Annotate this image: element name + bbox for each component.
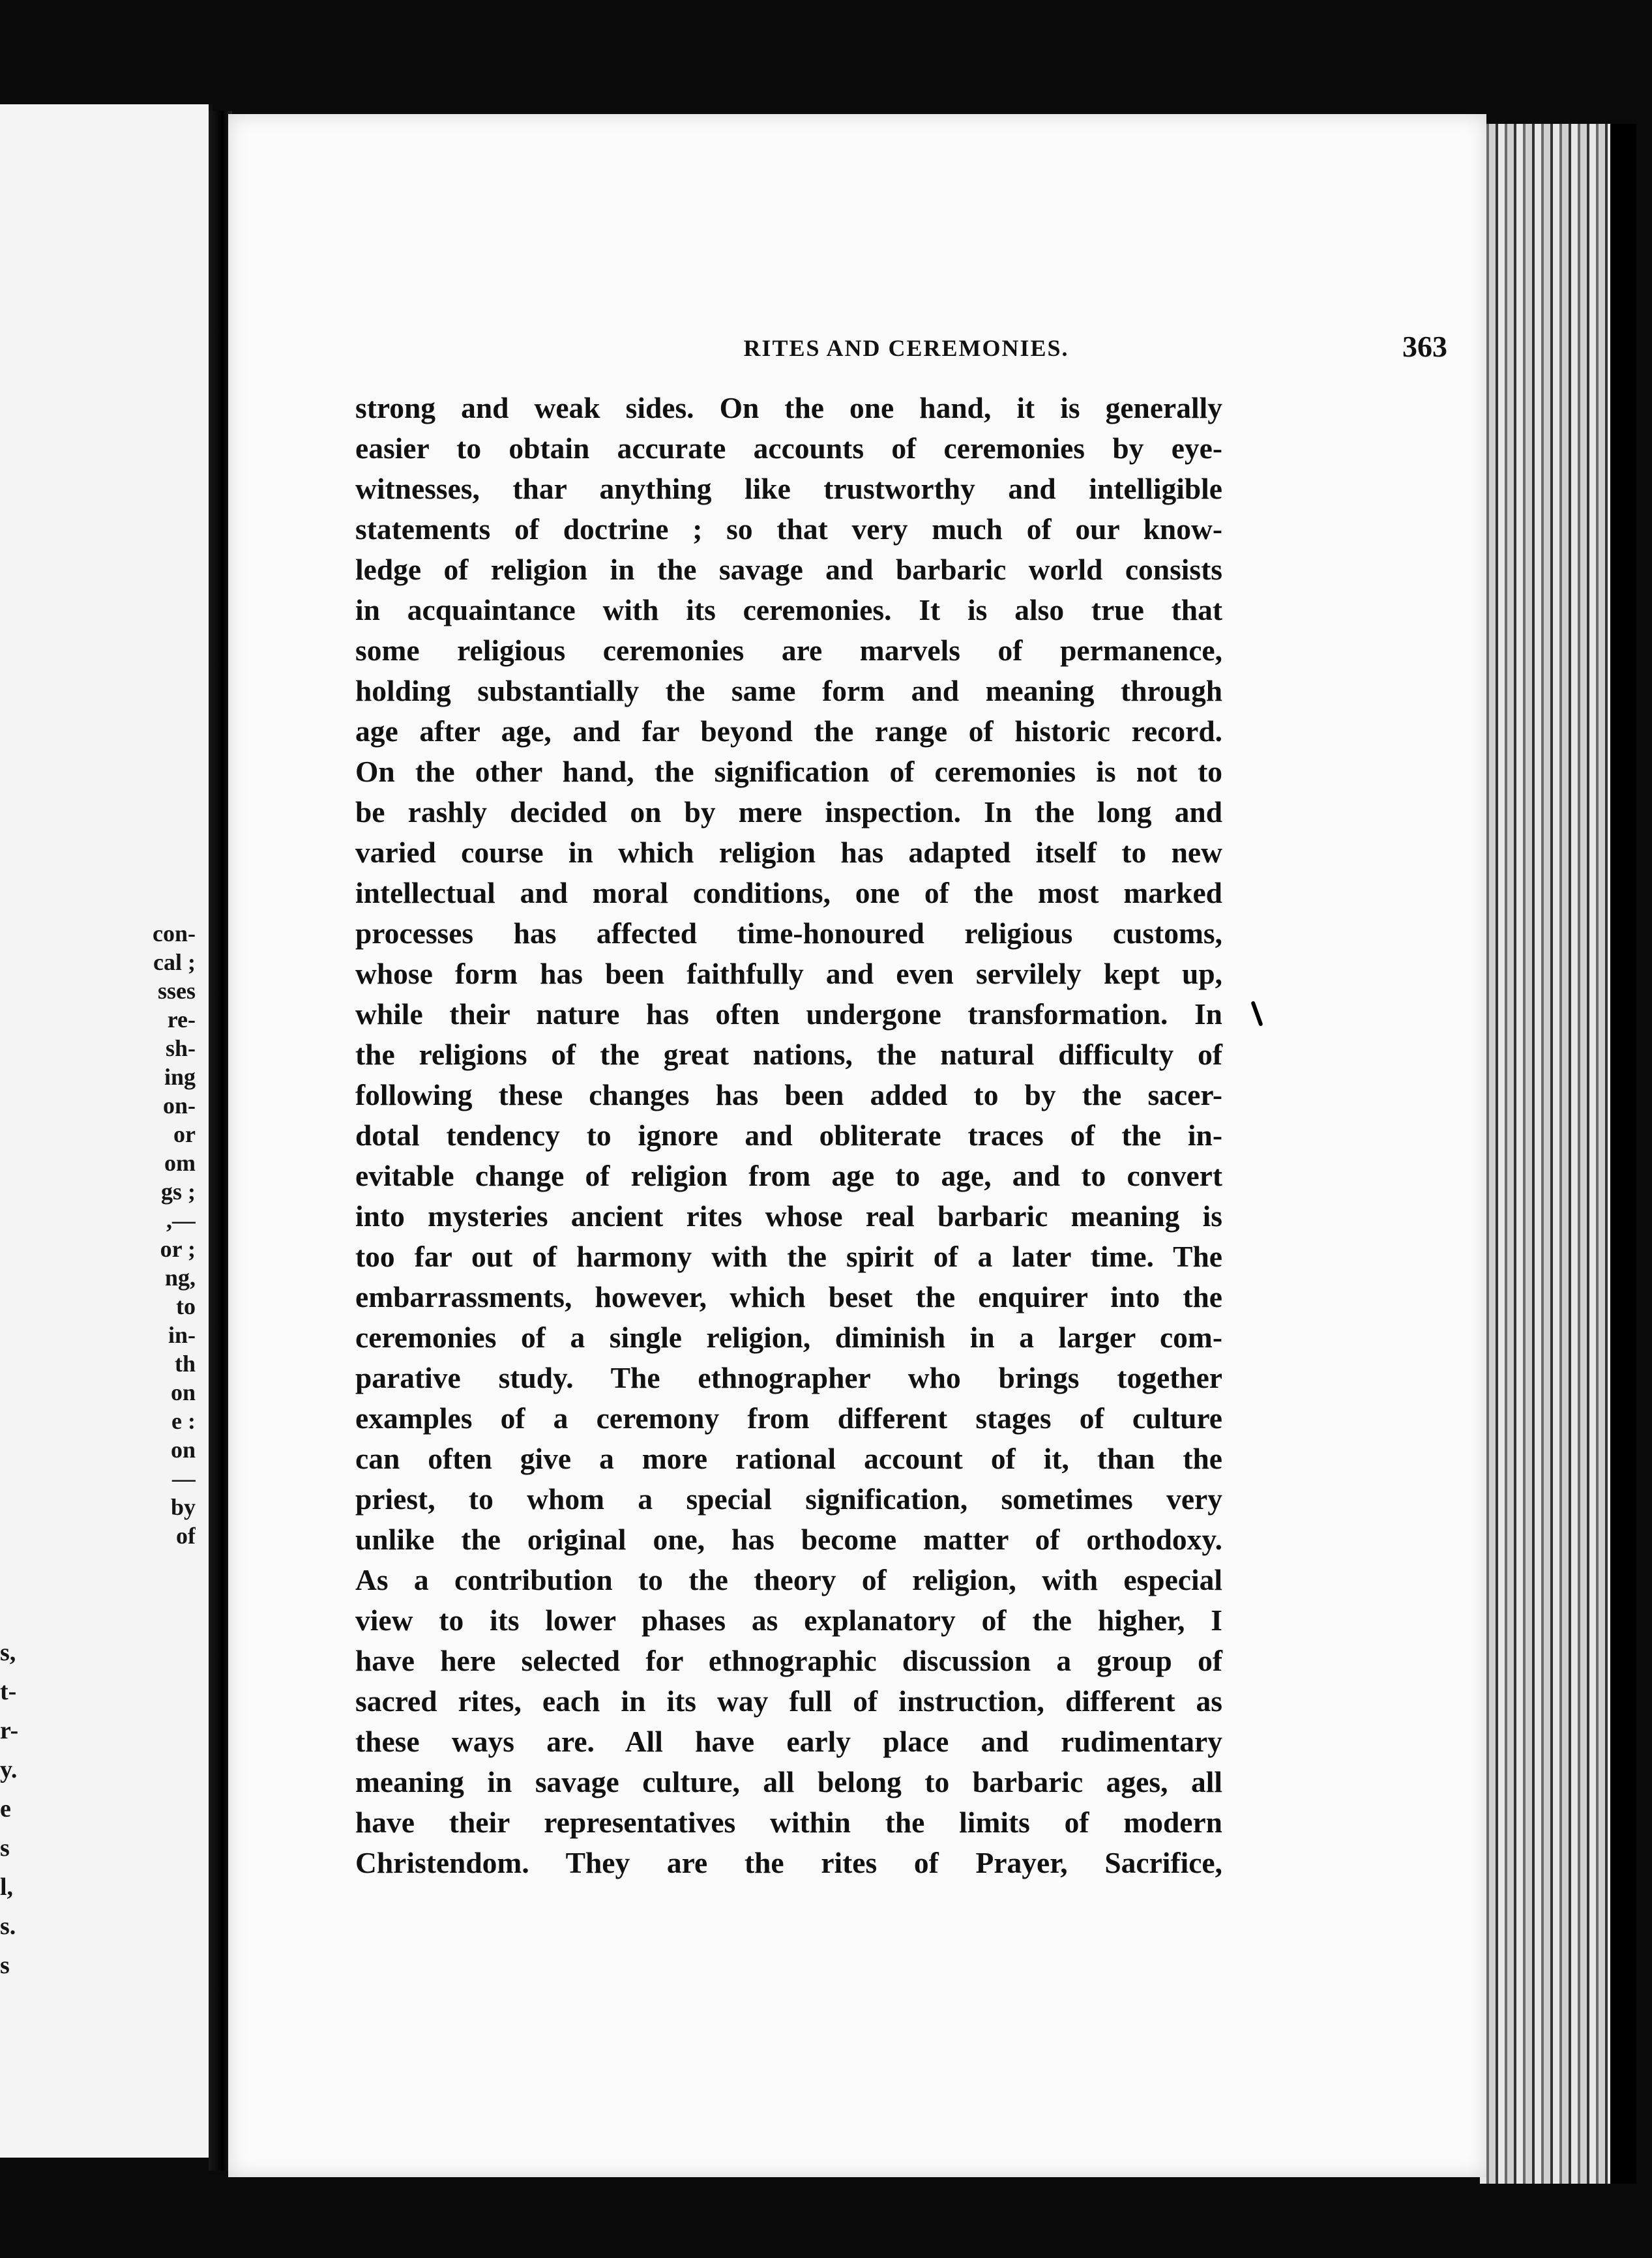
page-number: 363	[1402, 330, 1447, 363]
text-line: while their nature has often undergone transformation. In	[355, 997, 1222, 1031]
text-line: processes has affected time-honoured religious customs,	[355, 916, 1222, 950]
left-fragment-line: t-	[0, 1678, 17, 1705]
left-page-text-fragments-upper	[0, 919, 196, 1550]
text-line: As a contribution to the theory of religion, with especial	[355, 1563, 1222, 1596]
scan-speck	[1250, 1001, 1263, 1027]
text-line: dotal tendency to ignore and obliterate traces of the in-	[355, 1119, 1222, 1152]
text-line: holding substantially the same form and meaning through	[355, 674, 1222, 707]
text-line: can often give a more rational account of it, than the	[355, 1442, 1222, 1475]
body-text	[355, 388, 1222, 1883]
left-fragment-line: s,	[0, 1639, 16, 1666]
text-line: meaning in savage culture, all belong to barbaric ages, all	[355, 1765, 1222, 1798]
text-line: the religions of the great nations, the natural difficulty of	[355, 1038, 1222, 1071]
text-line: On the other hand, the signification of ceremonies is not to	[355, 755, 1222, 788]
page-edges	[1480, 124, 1610, 2184]
text-line: have their representatives within the limits of modern	[355, 1806, 1222, 1839]
left-fragment-line: on	[170, 1437, 196, 1463]
left-fragment-line: e :	[171, 1408, 196, 1434]
left-fragment-line: to	[176, 1293, 196, 1319]
running-head: RITES AND CEREMONIES.	[743, 335, 1069, 361]
text-line: witnesses, thar anything like trustworthy and intelligible	[355, 472, 1222, 505]
left-fragment-line: sses	[157, 978, 196, 1004]
text-line: view to its lower phases as explanatory of the higher, I	[355, 1604, 1222, 1637]
text-line: Christendom. They are the rites of Prayer, Sacrifice,	[355, 1846, 1222, 1879]
text-line: statements of doctrine ; so that very much of our know-	[355, 512, 1222, 546]
text-line: parative study. The ethnographer who brings together	[355, 1361, 1222, 1394]
left-fragment-line: ng,	[164, 1265, 196, 1291]
left-fragment-line: cal ;	[153, 949, 196, 975]
main-page	[228, 114, 1486, 2177]
left-page-text-fragments-lower	[0, 1633, 52, 1985]
left-fragment-line: s	[0, 1952, 10, 1979]
left-fragment-line: in-	[168, 1322, 196, 1348]
left-fragment-line: om	[164, 1150, 196, 1176]
text-line: into mysteries ancient rites whose real barbaric meaning is	[355, 1199, 1222, 1233]
left-fragment-line: y.	[0, 1756, 18, 1783]
text-line: be rashly decided on by mere inspection. In the long and	[355, 795, 1222, 828]
left-fragment-line: s.	[0, 1913, 16, 1940]
text-line: these ways are. All have early place and rudimentary	[355, 1725, 1222, 1758]
left-fragment-line: or	[173, 1121, 196, 1147]
left-fragment-line: sh-	[165, 1035, 196, 1061]
text-line: evitable change of religion from age to age, and to convert	[355, 1159, 1222, 1192]
left-fragment-line: on	[170, 1379, 196, 1405]
left-fragment-line: th	[174, 1351, 196, 1377]
text-line: ledge of religion in the savage and barbaric world consists	[355, 553, 1222, 586]
left-fragment-line: on-	[162, 1092, 196, 1119]
left-fragment-line: e	[0, 1795, 11, 1823]
left-fragment-line: re-	[167, 1006, 196, 1033]
text-line: in acquaintance with its ceremonies. It is also true that	[355, 593, 1222, 626]
left-fragment-line: l,	[0, 1873, 14, 1901]
left-fragment-line: by	[170, 1494, 196, 1520]
left-fragment-line: ,—	[166, 1207, 196, 1233]
text-line: easier to obtain accurate accounts of ceremonies by eye-	[355, 432, 1222, 465]
text-line: have here selected for ethnographic discussion a group of	[355, 1644, 1222, 1677]
left-fragment-line: gs ;	[161, 1179, 196, 1205]
text-line: unlike the original one, has become matter of orthodoxy.	[355, 1523, 1222, 1556]
left-fragment-line: or ;	[160, 1236, 196, 1262]
left-facing-page	[0, 104, 213, 2158]
left-fragment-line: s	[0, 1834, 10, 1862]
text-line: ceremonies of a single religion, diminish in a larger com-	[355, 1321, 1222, 1354]
text-line: following these changes has been added to by the sacer-	[355, 1078, 1222, 1111]
text-line: intellectual and moral conditions, one of the most marked	[355, 876, 1222, 909]
text-line: strong and weak sides. On the one hand, it is generally	[355, 391, 1222, 424]
text-line: some religious ceremonies are marvels of permanence,	[355, 634, 1222, 667]
left-fragment-line: —	[172, 1465, 196, 1491]
page-header	[365, 329, 1447, 368]
text-line: too far out of harmony with the spirit of a later time. The	[355, 1240, 1222, 1273]
text-line: age after age, and far beyond the range of historic record.	[355, 714, 1222, 748]
text-line: examples of a ceremony from different stages of culture	[355, 1401, 1222, 1435]
text-line: embarrassments, however, which beset the enquirer into the	[355, 1280, 1222, 1313]
text-line: sacred rites, each in its way full of instruction, different as	[355, 1684, 1222, 1718]
left-fragment-line: ing	[164, 1064, 196, 1090]
text-line: varied course in which religion has adapted itself to new	[355, 836, 1222, 869]
text-line: whose form has been faithfully and even servilely kept up,	[355, 957, 1222, 990]
left-fragment-line: of	[176, 1523, 196, 1549]
left-fragment-line: con-	[153, 920, 196, 946]
left-fragment-line: r-	[0, 1717, 19, 1744]
text-line: priest, to whom a special signification, sometimes very	[355, 1482, 1222, 1516]
